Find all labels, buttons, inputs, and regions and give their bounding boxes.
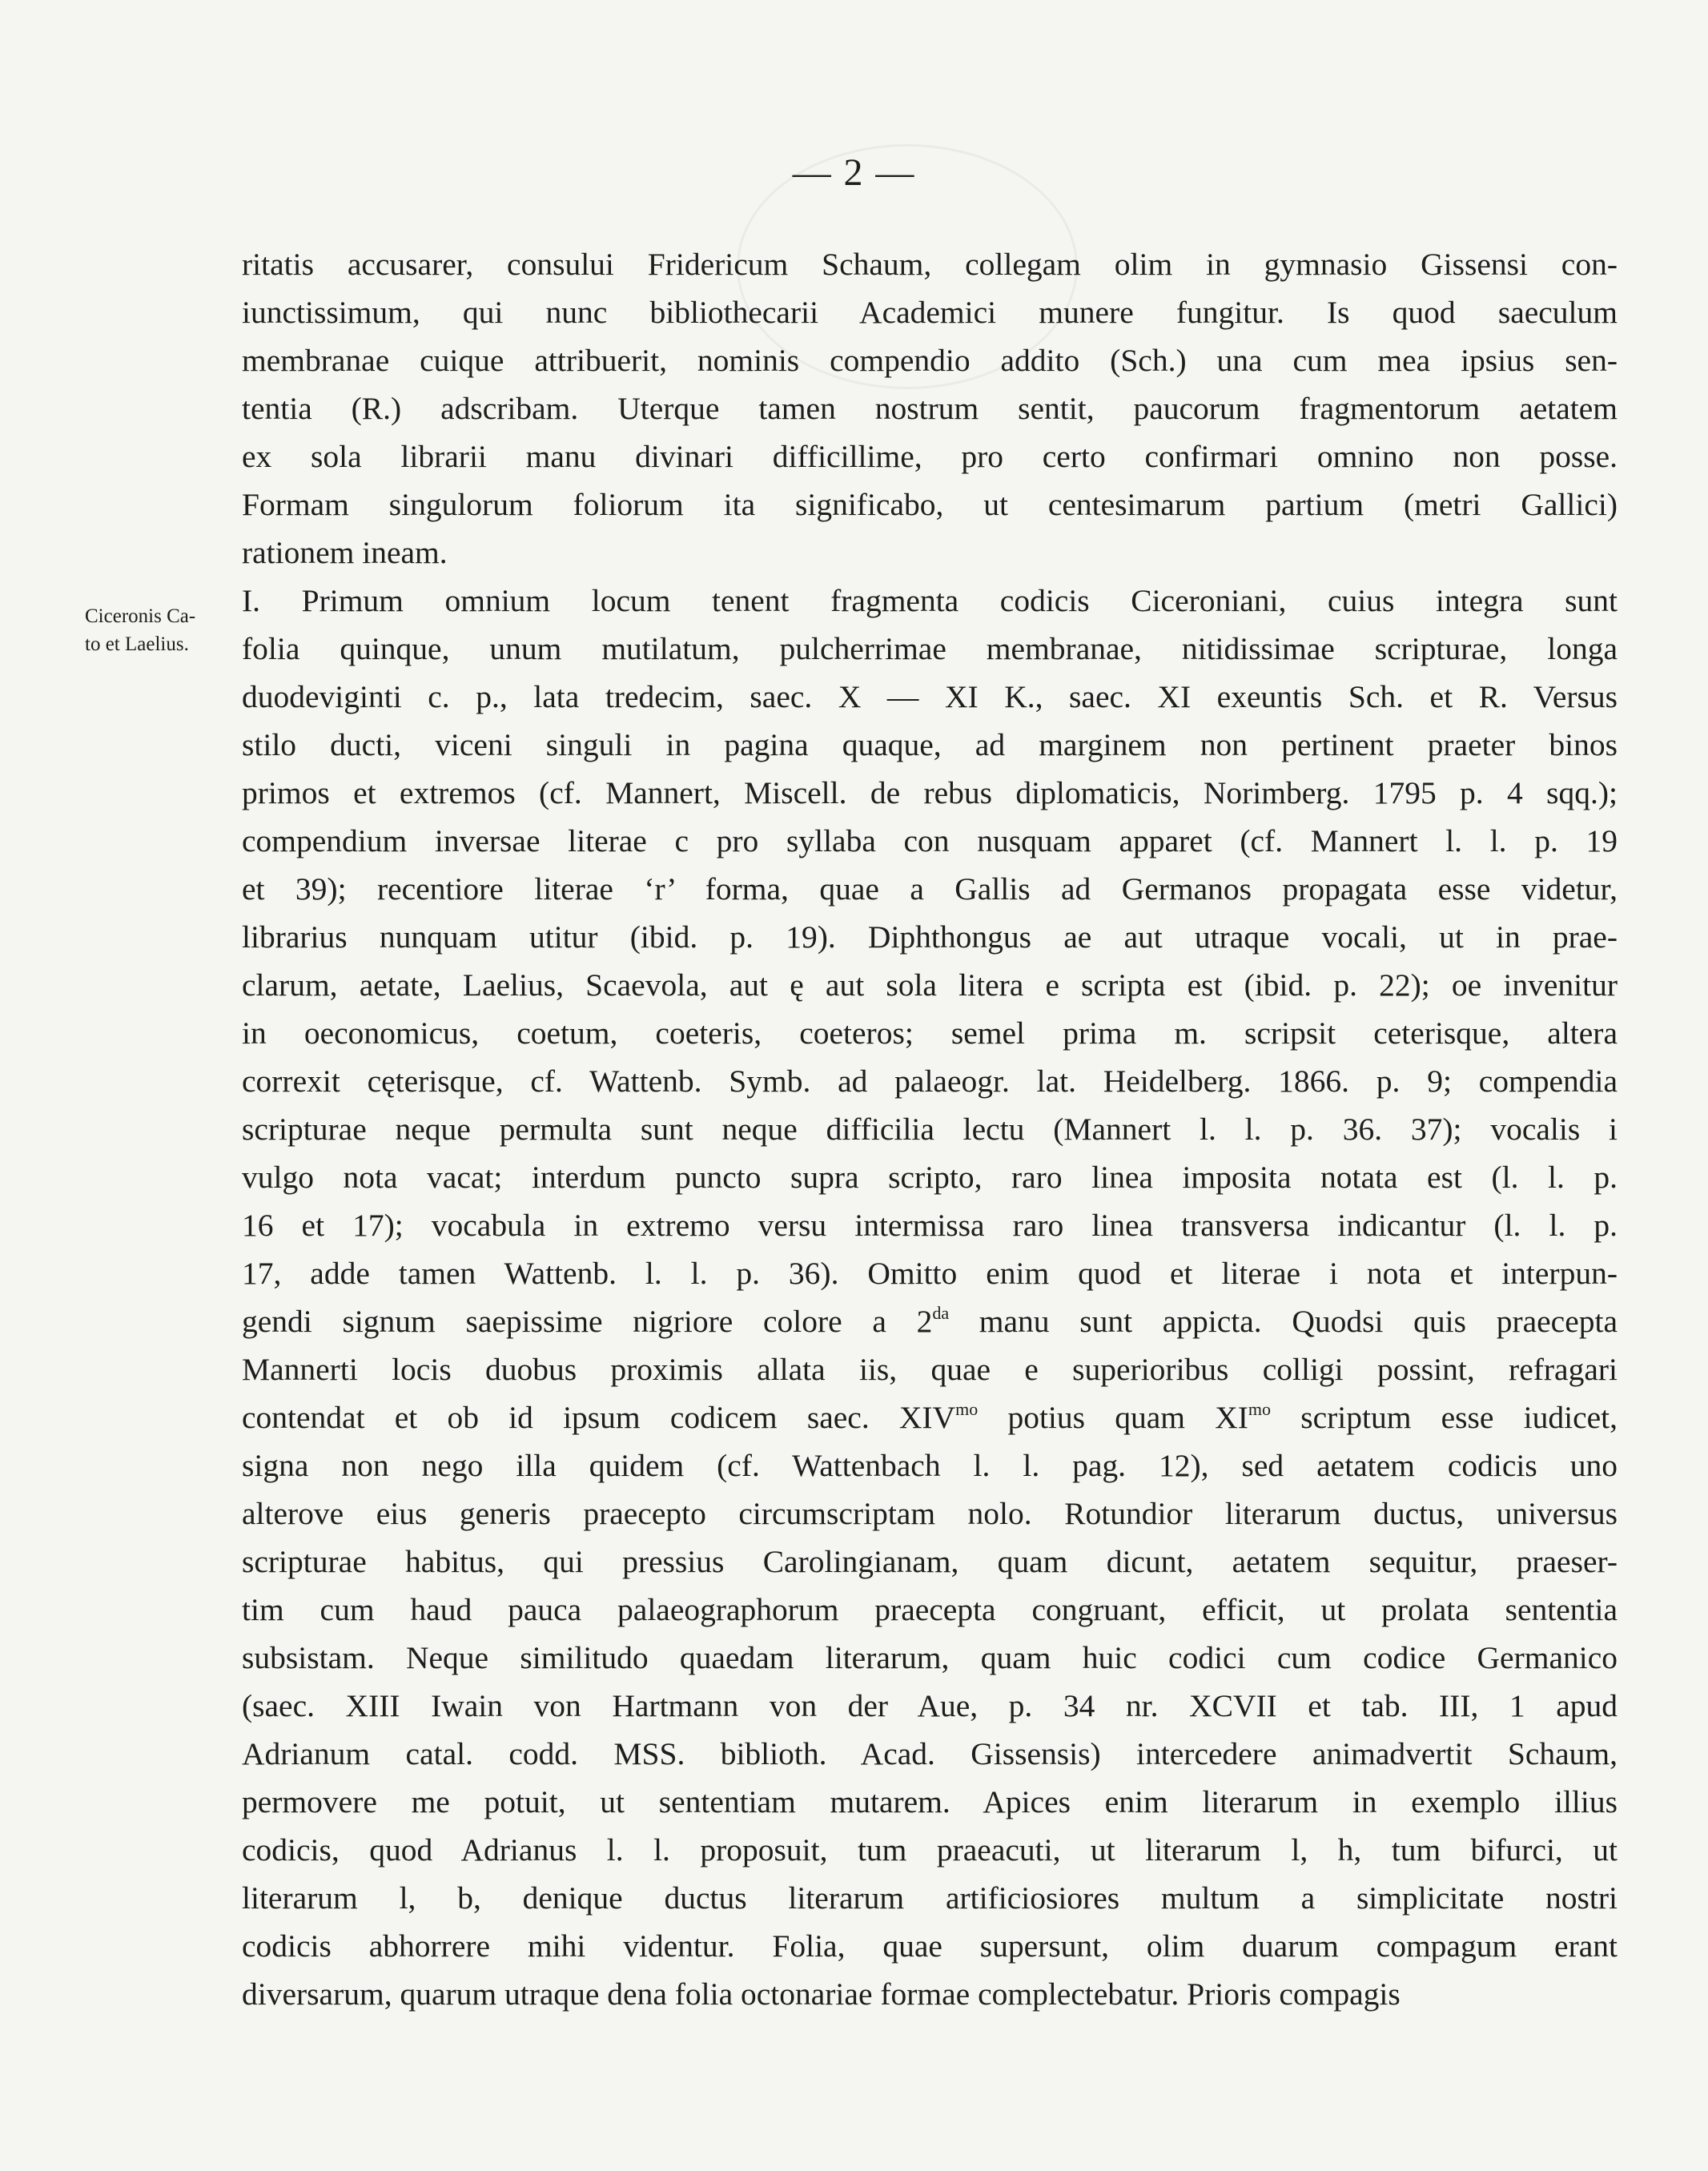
text-line: gendi signum saepissime nigriore colore a $2^{da}$ manu sunt appicta. Quodsi quis praecepta	[242, 1303, 1618, 1339]
text-line: alterove eius generis praecepto circumscriptam nolo. Rotundior literarum ductus, universus	[242, 1496, 1618, 1531]
text-line: 16 et 17); vocabula in extremo versu intermissa raro linea transversa indicantur (l. l. p.	[242, 1208, 1618, 1243]
text-line: diversarum, quarum utraque dena folia octonariae formae complectebatur. Prioris compagis	[242, 1976, 1401, 2012]
text-line: compendium inversae literae c pro syllaba con nusquam apparet (cf. Mannert l. l. p. 19	[242, 823, 1618, 858]
text-line: stilo ducti, viceni singuli in pagina quaque, ad marginem non pertinent praeter binos	[242, 727, 1618, 762]
text-line: literarum l, b, denique ductus literarum artificiosiores multum a simplicitate nostri	[242, 1880, 1618, 1916]
text-line: Adrianum catal. codd. MSS. biblioth. Acad. Gissensis) intercedere animadvertit Schaum,	[242, 1736, 1618, 1771]
text-line: codicis abhorrere mihi videntur. Folia, quae supersunt, olim duarum compagum erant	[242, 1928, 1618, 1964]
margin-note-line: to et Laelius.	[85, 633, 189, 655]
text-line: primos et extremos (cf. Mannert, Miscell. de rebus diplomaticis, Norimberg. 1795 p. 4 sqq.);	[242, 775, 1618, 810]
ordinal-superscript: mo	[1248, 1399, 1271, 1419]
text-line: (saec. XIII Iwain von Hartmann von der Aue, p. 34 nr. XCVII et tab. III, 1 apud	[242, 1688, 1618, 1723]
text-line: membranae cuique attribuerit, nominis compendio addito (Sch.) una cum mea ipsius sen-	[242, 343, 1618, 378]
text-line: duodeviginti c. p., lata tredecim, saec. X — XI K., saec. XI exeuntis Sch. et R. Versus	[242, 679, 1618, 714]
text-line: in oeconomicus, coetum, coeteris, coeteros; semel prima m. scripsit ceterisque, altera	[242, 1015, 1618, 1051]
text-line: folia quinque, unum mutilatum, pulcherrimae membranae, nitidissimae scripturae, longa	[242, 631, 1618, 666]
text-line: librarius nunquam utitur (ibid. p. 19). Diphthongus ae aut utraque vocali, ut in prae-	[242, 919, 1618, 955]
text-line: 17, adde tamen Wattenb. l. l. p. 36). Omitto enim quod et literae i nota et interpun-	[242, 1256, 1618, 1291]
text-line: scripturae neque permulta sunt neque difficilia lectu (Mannert l. l. p. 36. 37); vocalis i	[242, 1112, 1618, 1147]
text-line: tim cum haud pauca palaeographorum praecepta congruant, efficit, ut prolata sententia	[242, 1592, 1618, 1627]
page-number: — 2 —	[792, 151, 916, 194]
main-text	[242, 240, 1618, 2018]
text-line: scripturae habitus, qui pressius Carolingianam, quam dicunt, aetatem sequitur, praeser-	[242, 1544, 1618, 1579]
text-line: subsistam. Neque similitudo quaedam literarum, quam huic codici cum codice Germanico	[242, 1640, 1618, 1675]
ordinal-superscript: mo	[955, 1399, 979, 1419]
text-line: permovere me potuit, ut sententiam mutarem. Apices enim literarum in exemplo illius	[242, 1784, 1618, 1819]
text-line: ex sola librarii manu divinari difficillime, pro certo confirmari omnino non posse.	[242, 439, 1618, 474]
text-line: rationem ineam.	[242, 535, 448, 570]
text-line: I. Primum omnium locum tenent fragmenta codicis Ciceroniani, cuius integra sunt	[242, 583, 1618, 618]
text-line: vulgo nota vacat; interdum puncto supra scripto, raro linea imposita notata est (l. l. p.	[242, 1160, 1618, 1195]
margin-note	[85, 602, 239, 658]
text-line: ritatis accusarer, consului Fridericum Schaum, collegam olim in gymnasio Gissensi con-	[242, 247, 1618, 282]
text-line: correxit cęterisque, cf. Wattenb. Symb. ad palaeogr. lat. Heidelberg. 1866. p. 9; compendia	[242, 1063, 1618, 1099]
text-line: iunctissimum, qui nunc bibliothecarii Academici munere fungitur. Is quod saeculum	[242, 295, 1618, 330]
margin-note-line: Ciceronis Ca-	[85, 605, 196, 627]
text-line: et 39); recentiore literae ‘r’ forma, quae a Gallis ad Germanos propagata esse videtur,	[242, 871, 1618, 907]
text-line: signa non nego illa quidem (cf. Wattenbach l. l. pag. 12), sed aetatem codicis uno	[242, 1448, 1618, 1483]
text-line: tentia (R.) adscribam. Uterque tamen nostrum sentit, paucorum fragmentorum aetatem	[242, 391, 1618, 426]
text-line: Formam singulorum foliorum ita significabo, ut centesimarum partium (metri Gallici)	[242, 487, 1618, 522]
ordinal-superscript: da	[932, 1303, 950, 1323]
text-line: clarum, aetate, Laelius, Scaevola, aut ę aut sola litera e scripta est (ibid. p. 22); oe invenitur	[242, 967, 1618, 1003]
text-line: Mannerti locis duobus proximis allata iis, quae e superioribus colligi possint, refragari	[242, 1352, 1618, 1387]
text-line: codicis, quod Adrianus l. l. proposuit, tum praeacuti, ut literarum l, h, tum bifurci, ut	[242, 1832, 1618, 1867]
text-line: contendat et ob id ipsum codicem saec. $XIV^{mo}$ potius quam $XI^{mo}$ scriptum esse iudicet,	[242, 1399, 1618, 1435]
